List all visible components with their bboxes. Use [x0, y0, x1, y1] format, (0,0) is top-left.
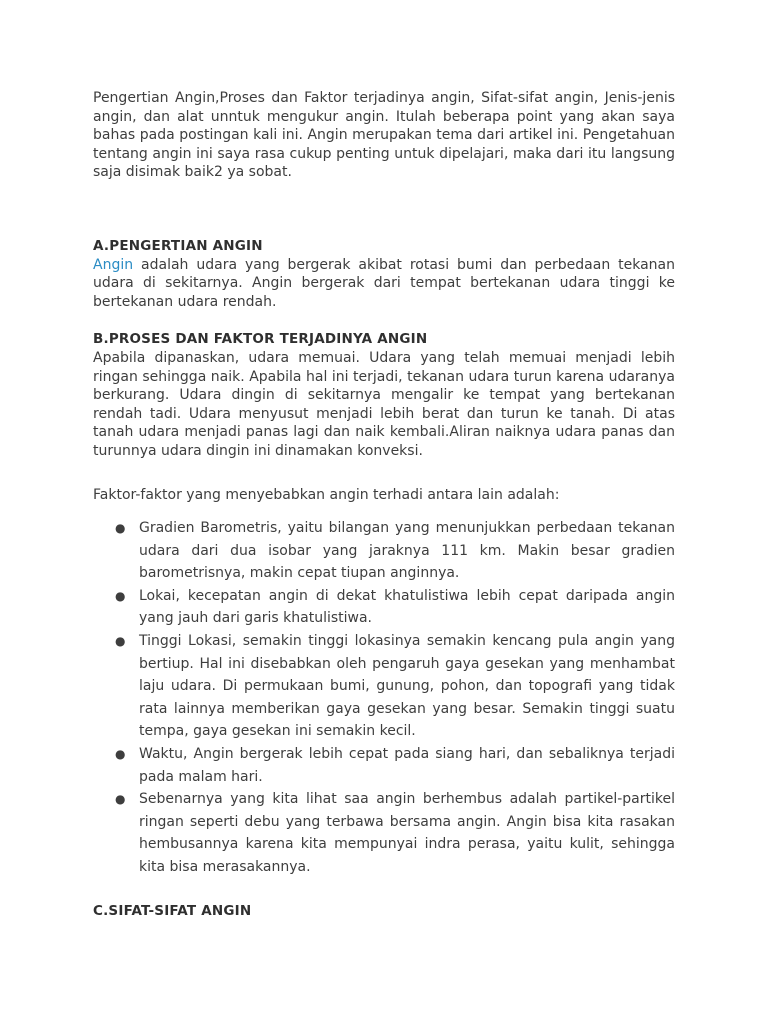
section-c-heading: C.SIFAT-SIFAT ANGIN [93, 902, 252, 919]
bullet-icon: ● [115, 634, 126, 649]
section-a-body-text: adalah udara yang bergerak akibat rotasi bumi dan perbedaan tekanan udara di sekitarnya. Angin bergerak dari tempat bertekanan udara tinggi ke bertekanan udara rendah. [93, 256, 675, 310]
section-b-heading: B.PROSES DAN FAKTOR TERJADINYA ANGIN [93, 331, 428, 348]
document-page [93, 89, 675, 920]
list-item [115, 585, 675, 630]
bullet-icon: ● [115, 588, 126, 603]
factors-intro-paragraph: Faktor-faktor yang menyebabkan angin terhadi antara lain adalah: [93, 486, 560, 503]
bullet-icon: ● [115, 521, 126, 536]
section-b-paragraph: Apabila dipanaskan, udara memuai. Udara yang telah memuai menjadi lebih ringan sehingga naik. Apabila hal ini terjadi, tekanan udara turun karena udaranya berkurang. Udara dingin di sekitarnya mengalir ke tempat yang bertekanan rendah tadi. Udara menyusut menjadi lebih berat dan turun ke tanah. Di atas tanah udara menjadi panas lagi dan naik kembali.Aliran naiknya udara panas dan turunnya udara dingin ini dinamakan konveksi. [93, 349, 675, 459]
list-item [115, 630, 675, 743]
factor-text: Gradien Barometris, yaitu bilangan yang menunjukkan perbedaan tekanan udara dari dua isobar yang jaraknya 111 km. Makin besar gradien barometrisnya, makin cepat tiupan anginnya. [139, 520, 675, 582]
factor-text: Tinggi Lokasi, semakin tinggi lokasinya semakin kencang pula angin yang bertiup. Hal ini disebabkan oleh pengaruh gaya gesekan yang menhambat laju udara. Di permukaan bumi, gunung, pohon, dan topografi yang tidak rata lainnya memberikan gaya gesekan yang besar. Semakin tinggi suatu tempa, gaya gesekan ini semakin kecil. [139, 633, 675, 740]
bullet-icon: ● [115, 747, 126, 762]
factors-list [93, 517, 675, 879]
intro-paragraph: Pengertian Angin,Proses dan Faktor terjadinya angin, Sifat-sifat angin, Jenis-jenis angin, dan alat unntuk mengukur angin. Itulah beberapa point yang akan saya bahas pada postingan kali ini. Angin merupakan tema dari artikel ini. Pengetahuan tentang angin ini saya rasa cukup penting untuk dipelajari, maka dari itu langsung saja disimak baik2 ya sobat. [93, 90, 675, 181]
bullet-icon: ● [115, 792, 126, 807]
section-a-heading: A.PENGERTIAN ANGIN [93, 237, 263, 254]
factor-text: Sebenarnya yang kita lihat saa angin berhembus adalah partikel-partikel ringan seperti debu yang terbawa bersama angin. Angin bisa kita rasakan hembusannya karena kita mempunyai indra perasa, yaitu kulit, sehingga kita bisa merasakannya. [139, 791, 675, 875]
factor-text: Lokai, kecepatan angin di dekat khatulistiwa lebih cepat daripada angin yang jauh dari garis khatulistiwa. [139, 587, 675, 627]
list-item [115, 517, 675, 585]
angin-link[interactable]: Angin [93, 256, 134, 273]
factor-text: Waktu, Angin bergerak lebih cepat pada siang hari, dan sebaliknya terjadi pada malam hari. [139, 746, 675, 785]
list-item [115, 788, 675, 878]
list-item [115, 743, 675, 788]
section-a-paragraph [93, 256, 675, 312]
